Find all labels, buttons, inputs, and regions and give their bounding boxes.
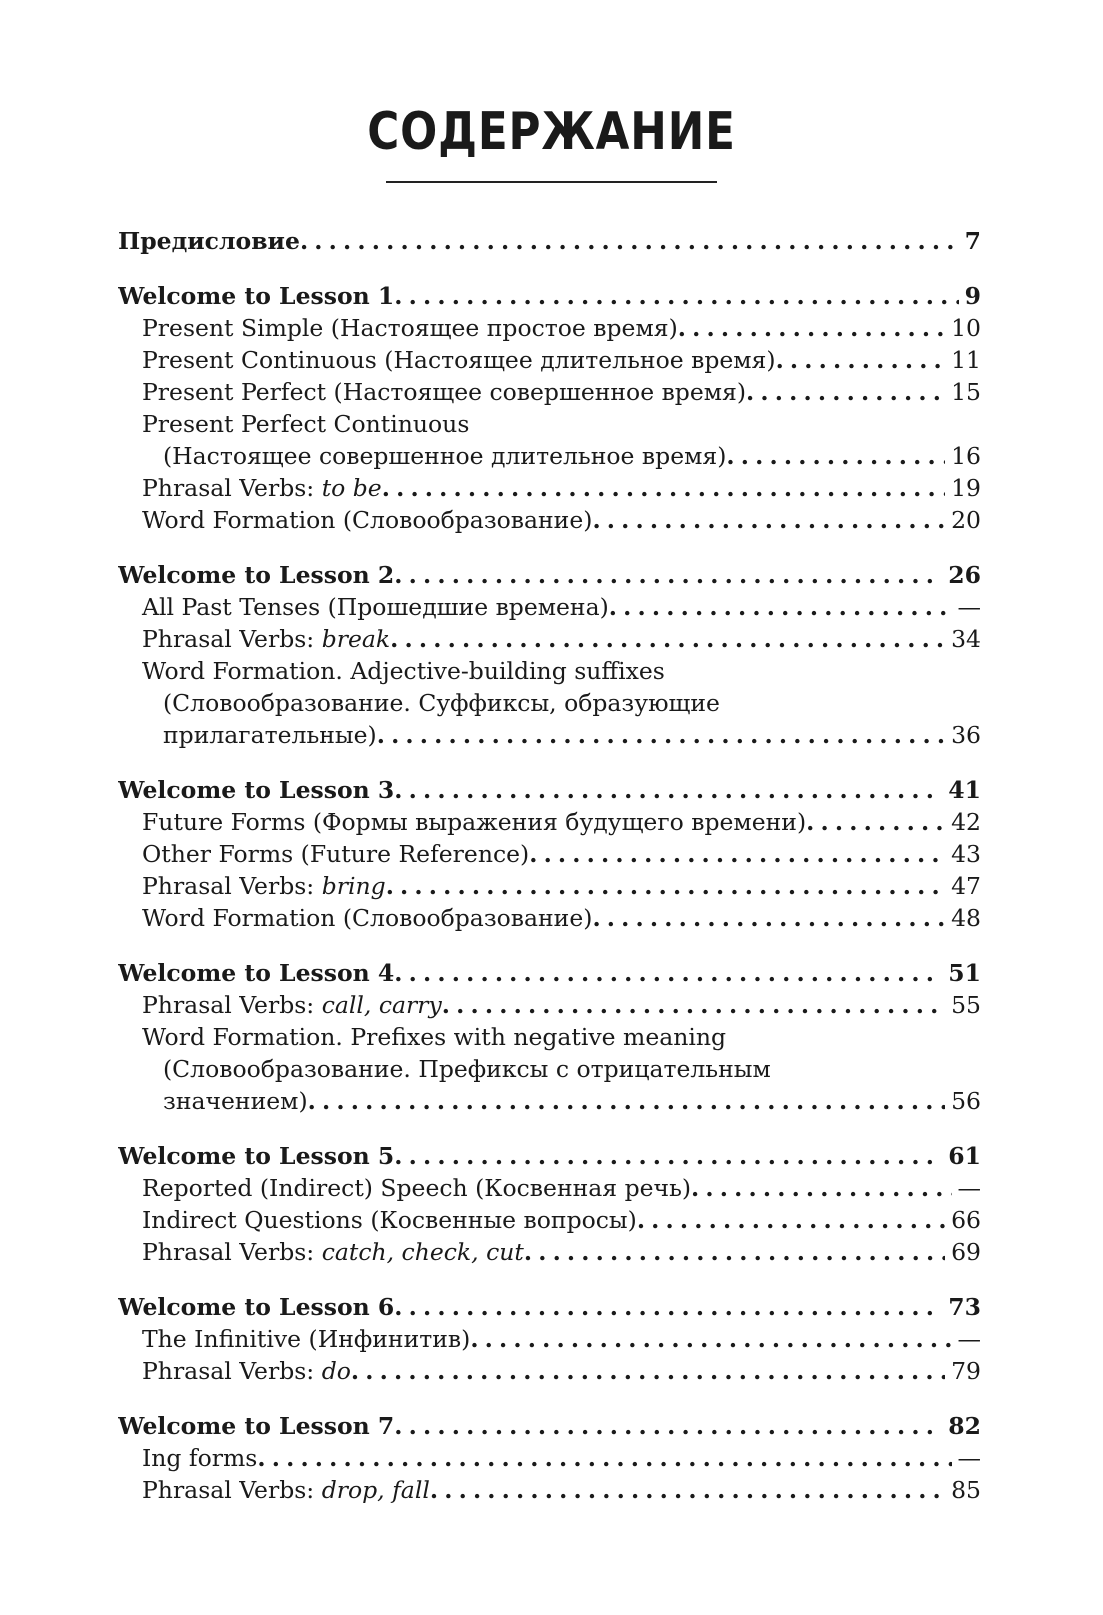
toc-section xyxy=(118,559,981,751)
page-number: 56 xyxy=(951,1087,981,1115)
entry-title xyxy=(118,1291,394,1323)
toc-subentry xyxy=(118,1474,981,1506)
entry-title xyxy=(142,472,382,504)
toc-subentry xyxy=(118,870,981,902)
toc-heading-entry xyxy=(118,280,981,312)
entry-text: Future Forms (Формы выражения будущего времени) xyxy=(142,808,807,836)
entry-text: Present Continuous (Настоящее длительное время) xyxy=(142,346,776,374)
entry-text: Welcome to Lesson 4 xyxy=(118,959,395,987)
entry-title xyxy=(142,591,609,623)
page-number: 61 xyxy=(948,1142,981,1170)
toc-subentry xyxy=(118,1236,981,1268)
toc-subentry xyxy=(118,472,981,504)
dot-leader xyxy=(394,774,942,806)
entry-italic-term: bring xyxy=(321,872,386,900)
entry-text: Word Formation (Словообразование) xyxy=(142,904,593,932)
entry-text: (Словообразование. Префиксы с отрицательным xyxy=(163,1055,771,1083)
entry-text: Phrasal Verbs: xyxy=(142,872,322,900)
page-number: 43 xyxy=(951,840,981,868)
toc-subentry xyxy=(118,591,981,623)
entry-text: Word Formation (Словообразование) xyxy=(142,506,593,534)
dot-leader xyxy=(386,870,945,902)
entry-title xyxy=(118,559,394,591)
entry-text: Word Formation. Adjective-building suffixes xyxy=(142,657,665,685)
dot-leader xyxy=(691,1172,951,1204)
page-number: — xyxy=(957,1174,981,1202)
dot-leader xyxy=(609,591,952,623)
page-number: — xyxy=(957,593,981,621)
dot-leader xyxy=(442,989,945,1021)
entry-title xyxy=(142,1355,351,1387)
entry-title xyxy=(142,1236,524,1268)
page-number: 26 xyxy=(948,561,981,589)
page-number: 85 xyxy=(951,1476,981,1504)
toc-heading-entry xyxy=(118,559,981,591)
entry-title xyxy=(118,1140,394,1172)
toc-subentry xyxy=(118,440,981,472)
entry-text: The Infinitive (Инфинитив) xyxy=(142,1325,471,1353)
entry-text: Welcome to Lesson 7 xyxy=(118,1412,395,1440)
page-number: 15 xyxy=(951,378,981,406)
toc-subentry xyxy=(118,838,981,870)
page-number: 69 xyxy=(951,1238,981,1266)
dot-leader xyxy=(300,225,959,257)
page-number: 73 xyxy=(948,1293,981,1321)
entry-title xyxy=(142,504,592,536)
entry-italic-term: do xyxy=(321,1357,351,1385)
page-number: 19 xyxy=(951,474,981,502)
toc-subentry xyxy=(118,989,981,1021)
entry-text: Present Perfect (Настоящее совершенное время) xyxy=(142,378,747,406)
toc-subentry xyxy=(118,1323,981,1355)
entry-title xyxy=(142,623,390,655)
toc-subentry xyxy=(118,1204,981,1236)
toc-section xyxy=(118,280,981,536)
dot-leader xyxy=(394,559,942,591)
page-number: 48 xyxy=(951,904,981,932)
entry-text: Phrasal Verbs: xyxy=(142,1476,322,1504)
entry-text: (Словообразование. Суффиксы, образующие xyxy=(163,689,720,717)
toc-subentry xyxy=(118,623,981,655)
entry-italic-term: to be xyxy=(321,474,382,502)
dot-leader xyxy=(529,838,945,870)
entry-text: Welcome to Lesson 5 xyxy=(118,1142,395,1170)
entry-text: Welcome to Lesson 6 xyxy=(118,1293,395,1321)
entry-title xyxy=(163,1053,771,1085)
entry-text: (Настоящее совершенное длительное время) xyxy=(163,442,727,470)
entry-title xyxy=(163,1085,308,1117)
toc-subentry xyxy=(118,1172,981,1204)
entry-title xyxy=(142,806,806,838)
toc-subentry xyxy=(118,1442,981,1474)
toc-heading-entry xyxy=(118,774,981,806)
entry-title xyxy=(142,870,386,902)
toc-subentry xyxy=(118,687,981,719)
entry-title xyxy=(142,376,746,408)
entry-title xyxy=(142,655,665,687)
entry-italic-term: catch, check, cut xyxy=(321,1238,524,1266)
entry-title xyxy=(142,344,776,376)
page-number: 55 xyxy=(951,991,981,1019)
entry-text: Предисловие xyxy=(118,227,300,255)
dot-leader xyxy=(430,1474,945,1506)
toc-subentry xyxy=(118,408,981,440)
toc-subentry xyxy=(118,902,981,934)
dot-leader xyxy=(394,1410,942,1442)
dot-leader xyxy=(776,344,946,376)
entry-title xyxy=(163,687,720,719)
dot-leader xyxy=(377,719,945,751)
dot-leader xyxy=(678,312,945,344)
dot-leader xyxy=(470,1323,951,1355)
page-title: СОДЕРЖАНИЕ xyxy=(367,102,736,162)
page-number: 79 xyxy=(951,1357,981,1385)
dot-leader xyxy=(394,1140,942,1172)
entry-title xyxy=(142,1323,470,1355)
entry-title xyxy=(142,902,592,934)
page-number: 7 xyxy=(964,227,981,255)
toc-subentry xyxy=(118,376,981,408)
toc-subentry xyxy=(118,1053,981,1085)
entry-italic-term: drop, fall xyxy=(321,1476,430,1504)
page-number: 11 xyxy=(951,346,981,374)
entry-title xyxy=(118,1410,394,1442)
page-number: 36 xyxy=(951,721,981,749)
toc-heading-entry xyxy=(118,1140,981,1172)
entry-text: Present Simple (Настоящее простое время) xyxy=(142,314,678,342)
page-number: 20 xyxy=(951,506,981,534)
dot-leader xyxy=(257,1442,951,1474)
dot-leader xyxy=(394,280,958,312)
toc-subentry xyxy=(118,1355,981,1387)
toc-section xyxy=(118,774,981,934)
entry-text: Ing forms xyxy=(142,1444,258,1472)
entry-title xyxy=(118,225,300,257)
page-number: 66 xyxy=(951,1206,981,1234)
entry-title xyxy=(142,312,678,344)
toc-section xyxy=(118,1291,981,1387)
entry-text: Other Forms (Future Reference) xyxy=(142,840,530,868)
entry-text: Present Perfect Continuous xyxy=(142,410,470,438)
dot-leader xyxy=(524,1236,945,1268)
page-number: 51 xyxy=(948,959,981,987)
entry-text: Phrasal Verbs: xyxy=(142,1238,322,1266)
entry-title xyxy=(163,719,377,751)
dot-leader xyxy=(390,623,945,655)
page-number: — xyxy=(957,1325,981,1353)
page-number: 16 xyxy=(951,442,981,470)
entry-italic-term: call, carry xyxy=(321,991,442,1019)
toc-heading-entry xyxy=(118,1410,981,1442)
entry-title xyxy=(118,774,394,806)
toc-heading-entry xyxy=(118,957,981,989)
dot-leader xyxy=(351,1355,945,1387)
dot-leader xyxy=(806,806,945,838)
entry-text: Phrasal Verbs: xyxy=(142,991,322,1019)
page-number: 34 xyxy=(951,625,981,653)
toc-subentry xyxy=(118,806,981,838)
dot-leader xyxy=(592,504,945,536)
entry-title xyxy=(118,957,394,989)
entry-title xyxy=(118,280,394,312)
dot-leader xyxy=(308,1085,945,1117)
entry-text: Word Formation. Prefixes with negative meaning xyxy=(142,1023,727,1051)
dot-leader xyxy=(637,1204,945,1236)
toc-subentry xyxy=(118,312,981,344)
toc-section xyxy=(118,1410,981,1506)
toc-heading-entry xyxy=(118,225,981,257)
entry-italic-term: break xyxy=(321,625,391,653)
page-number: 10 xyxy=(951,314,981,342)
toc-subentry xyxy=(118,1085,981,1117)
entry-text: Phrasal Verbs: xyxy=(142,474,322,502)
toc-subentry xyxy=(118,719,981,751)
entry-text: Welcome to Lesson 3 xyxy=(118,776,395,804)
toc-subentry xyxy=(118,1021,981,1053)
dot-leader xyxy=(592,902,945,934)
entry-text: All Past Tenses (Прошедшие времена) xyxy=(142,593,609,621)
toc-section xyxy=(118,957,981,1117)
entry-text: Welcome to Lesson 1 xyxy=(118,282,395,310)
entry-title xyxy=(142,1474,430,1506)
page-number: 82 xyxy=(948,1412,981,1440)
entry-text: Phrasal Verbs: xyxy=(142,625,322,653)
toc-subentry xyxy=(118,655,981,687)
entry-title xyxy=(163,440,726,472)
table-of-contents xyxy=(118,225,981,1529)
dot-leader xyxy=(394,1291,942,1323)
page-number: 9 xyxy=(964,282,981,310)
toc-heading-entry xyxy=(118,1291,981,1323)
entry-title xyxy=(142,1172,691,1204)
page-number: 42 xyxy=(951,808,981,836)
toc-subentry xyxy=(118,344,981,376)
entry-title xyxy=(142,989,442,1021)
entry-title xyxy=(142,1021,726,1053)
entry-title xyxy=(142,1204,637,1236)
entry-text: Reported (Indirect) Speech (Косвенная речь) xyxy=(142,1174,692,1202)
page-number: — xyxy=(957,1444,981,1472)
toc-section xyxy=(118,225,981,257)
dot-leader xyxy=(382,472,945,504)
entry-title xyxy=(142,838,529,870)
entry-text: Phrasal Verbs: xyxy=(142,1357,322,1385)
page-number: 41 xyxy=(948,776,981,804)
entry-title xyxy=(142,408,469,440)
dot-leader xyxy=(726,440,945,472)
toc-subentry xyxy=(118,504,981,536)
page-number: 47 xyxy=(951,872,981,900)
entry-text: прилагательные) xyxy=(163,721,377,749)
toc-section xyxy=(118,1140,981,1268)
entry-text: Indirect Questions (Косвенные вопросы) xyxy=(142,1206,637,1234)
dot-leader xyxy=(746,376,945,408)
dot-leader xyxy=(394,957,942,989)
entry-title xyxy=(142,1442,257,1474)
entry-text: значением) xyxy=(163,1087,308,1115)
title-divider xyxy=(386,181,717,183)
entry-text: Welcome to Lesson 2 xyxy=(118,561,395,589)
